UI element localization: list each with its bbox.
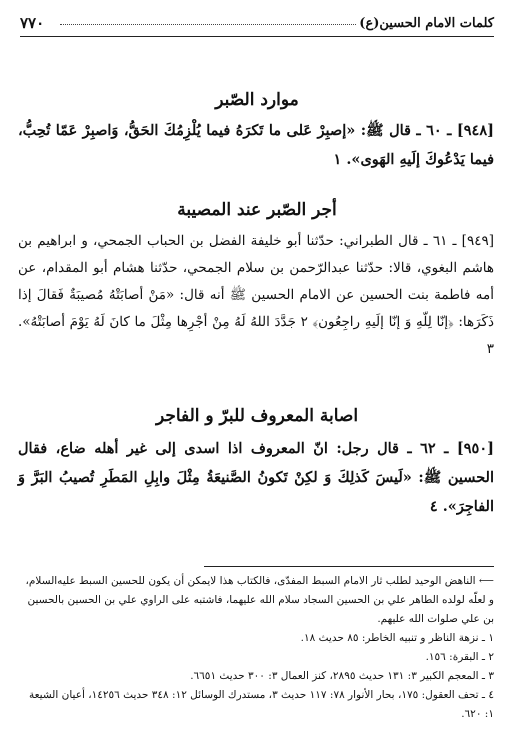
section-heading-1: موارد الصّبر [215,90,299,110]
hadith-949: [٩٤٩] ـ ٦١ ـ قال الطبراني: حدّثنا أبو خليفة الفضل بن الحباب الجمحي، و ابراهيم بن هاشم البغوي، قالا: حدّثنا عبدالرّحمن بن سلام الجمحي، حدّثنا هشام أبو المقدام، عن أمه فاطمة بنت الحسين عن الامام الحسين ﷺ أنه قال: «مَنْ أصابَتْهُ مُصيبَةٌ فَقالَ إذا ذَكَرَها: ﴿إنّا لِلّهِ وَ إنّا إلَيهِ راجِعُون﴾ ٢ جَدَّدَ اللهُ لَهُ مِنْ أجْرِها مِثْلَ ما كانَ لَهُ يَوْمَ أصابَتْهُ». ٣ [18,233,494,357]
header-title: كلمات الامام الحسين(ع) [359,16,494,31]
page-number: ٧٧٠ [20,14,45,32]
hadith-950: [٩٥٠] ـ ٦٢ ـ قال رجل: انّ المعروف اذا اسدى إلى غير أهله ضاع، فقال الحسين ﷺ: «لَيسَ كَذلِكَ وَ لكِنْ تَكونُ الصَّنيعَةُ مِثْلَ وابِلِ المَطَرِ تُصيبُ البَرَّ وَ الفاجِرَ». ٤ [18,440,494,515]
footnotes [20,572,494,724]
footnote-continued: ⟵ الناهض الوحيد لطلب ثار الامام السبط المفدّى، فالكتاب هذا لايمكن أن يكون للحسين السبط عليه‌السلام، و لعلّه لولده الطاهر علي بن الحسين السجاد سلام الله عليهما، فاشتبه على الراوي علي بن الحسين بالحسين بن علي صلوات الله عليهم. [25,575,494,625]
running-header [20,14,494,37]
footnote-separator [204,566,494,567]
footnote-3: ٣ ـ المعجم الكبير ٣: ١٣١ حديث ٢٨٩٥، كنز العمال ٣: ٣٠٠ حديث ٦٦٥١. [190,670,494,682]
footnote-4: ٤ ـ تحف العقول: ١٧٥، بحار الأنوار ٧٨: ١١٧ حديث ٣، مستدرك الوسائل ١٢: ٣٤٨ حديث ١٤٢٥٦، أعيان الشيعة ١: ٦٢٠. [28,689,494,720]
section-heading-2: أجر الصّبر عند المصيبة [177,200,337,220]
hadith-948: [٩٤٨] ـ ٦٠ ـ قال ﷺ: «إصبِرْ عَلى ما تَكرَهُ فيما يُلْزِمُكَ الحَقُّ، وَاصبِرْ عَمّا تُحِبُّ، فيما يَدْعُوكَ إلَيهِ الهَوى». ١ [18,122,494,168]
section-heading-3: اصابة المعروف للبرّ و الفاجر [155,406,359,426]
footnote-2: ٢ ـ البقرة: ١٥٦. [425,651,494,663]
footnote-1: ١ ـ نزهة الناظر و تنبيه الخاطر: ٨٥ حديث ١٨. [300,632,494,644]
header-dot-leader [60,24,356,25]
